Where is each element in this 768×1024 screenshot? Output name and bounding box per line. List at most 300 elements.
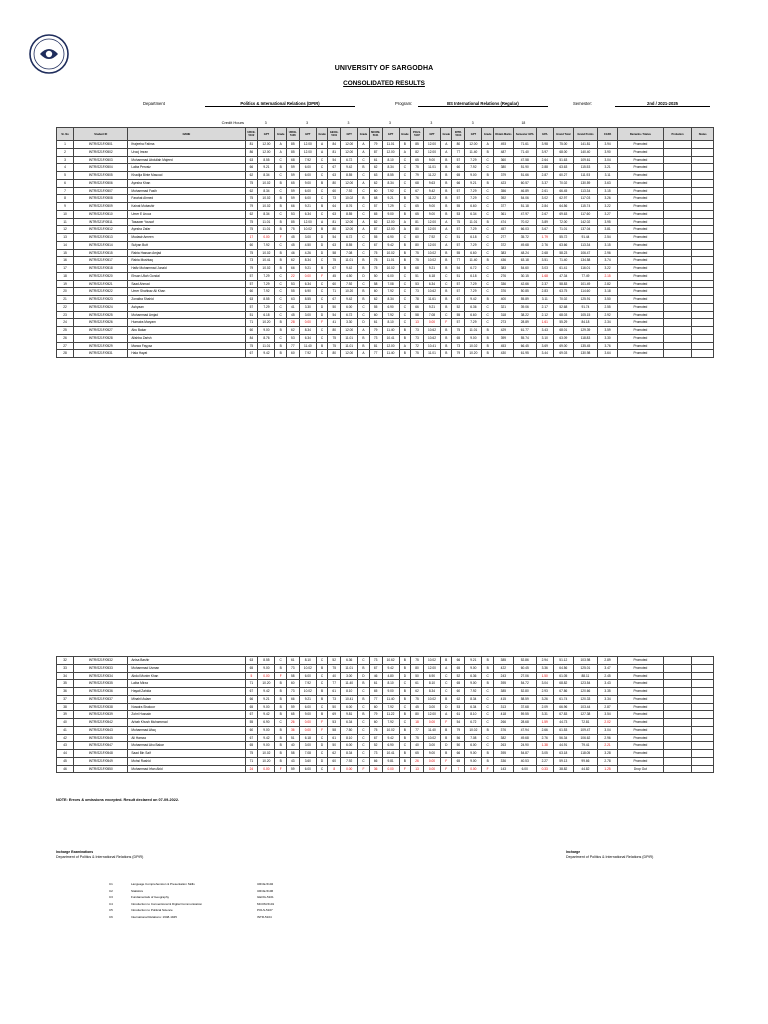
table-row bbox=[57, 672, 714, 680]
table-cell: Promoted bbox=[618, 726, 664, 734]
table-cell: Muhammad Usman bbox=[128, 664, 245, 672]
probation-cell bbox=[663, 265, 692, 273]
table-cell: 67 bbox=[328, 265, 341, 273]
table-cell: A bbox=[358, 179, 369, 187]
table-cell: 62 bbox=[369, 296, 382, 304]
table-cell: 51 bbox=[286, 734, 299, 742]
table-cell: 2.55 bbox=[598, 303, 618, 311]
table-cell: C bbox=[275, 288, 286, 296]
table-cell: A bbox=[441, 664, 452, 672]
table-cell: 66 bbox=[411, 303, 424, 311]
table-cell: B bbox=[482, 334, 493, 342]
table-cell: 91.44 bbox=[573, 234, 597, 242]
table-cell: 12.00 bbox=[258, 141, 275, 149]
table-cell: 49.68 bbox=[513, 734, 536, 742]
table-cell: 79 bbox=[245, 203, 258, 211]
table-cell: 52.80 bbox=[513, 688, 536, 696]
table-cell: 6.00 bbox=[299, 672, 316, 680]
table-cell: 75 bbox=[452, 218, 465, 226]
table-cell: 41 bbox=[328, 319, 341, 327]
signature-right-role: Incharge bbox=[566, 850, 581, 854]
table-cell: D bbox=[358, 272, 369, 280]
table-cell: 6.00 bbox=[299, 164, 316, 172]
table-cell: C bbox=[482, 688, 493, 696]
table-cell: A bbox=[358, 327, 369, 335]
table-cell: Ayesha Zafar bbox=[128, 226, 245, 234]
table-cell: 11.01 bbox=[341, 664, 358, 672]
table-cell: 11.01 bbox=[423, 350, 440, 358]
table-cell: C bbox=[358, 703, 369, 711]
table-cell: 12 bbox=[57, 226, 74, 234]
table-cell: 87 bbox=[369, 148, 382, 156]
table-cell: 69.03 bbox=[553, 350, 573, 358]
status-cell bbox=[692, 719, 714, 727]
course-id: C1 bbox=[109, 882, 113, 886]
table-cell: 0.00 bbox=[423, 765, 440, 773]
table-cell: C bbox=[399, 203, 410, 211]
table-cell: 3.37 bbox=[536, 179, 553, 187]
table-cell: 10.62 bbox=[423, 327, 440, 335]
table-cell: 80 bbox=[328, 226, 341, 234]
table-cell: C bbox=[482, 311, 493, 319]
table-cell: 68 bbox=[286, 156, 299, 164]
table-cell: 9.00 bbox=[258, 726, 275, 734]
table-cell: C bbox=[482, 195, 493, 203]
table-cell: C bbox=[482, 711, 493, 719]
table-cell: 8 bbox=[328, 765, 341, 773]
table-cell: 61 bbox=[328, 688, 341, 696]
table-cell: 38.22 bbox=[513, 311, 536, 319]
table-cell: 1.68 bbox=[536, 272, 553, 280]
table-cell: 8.34 bbox=[382, 164, 399, 172]
table-row bbox=[57, 141, 714, 149]
table-cell: 6.60 bbox=[465, 311, 482, 319]
table-cell: INTR/S21F/0548 bbox=[74, 750, 128, 758]
table-cell: 276 bbox=[493, 272, 513, 280]
table-cell: B bbox=[358, 695, 369, 703]
table-cell: 58 bbox=[286, 750, 299, 758]
table-cell: C bbox=[399, 680, 410, 688]
table-cell: 36 bbox=[369, 765, 382, 773]
table-cell: C bbox=[482, 734, 493, 742]
table-cell: 10.02 bbox=[258, 750, 275, 758]
table-cell: 68 bbox=[369, 195, 382, 203]
table-cell: 9.21 bbox=[299, 265, 316, 273]
table-row bbox=[57, 226, 714, 234]
table-row bbox=[57, 257, 714, 265]
table-cell: 9.42 bbox=[258, 688, 275, 696]
probation-cell bbox=[663, 156, 692, 164]
table-cell: 12.00 bbox=[341, 218, 358, 226]
table-cell: C bbox=[316, 156, 327, 164]
table-cell: 62 bbox=[245, 210, 258, 218]
table-row bbox=[57, 311, 714, 319]
table-cell: 9.00 bbox=[258, 664, 275, 672]
table-cell: 6.18 bbox=[258, 311, 275, 319]
table-cell: 3.43 bbox=[536, 327, 553, 335]
header-grade: Grade bbox=[399, 128, 410, 141]
table-cell: 51.66 bbox=[513, 172, 536, 180]
table-cell: 62 bbox=[245, 187, 258, 195]
table-cell: B bbox=[399, 141, 410, 149]
table-cell: 9.21 bbox=[423, 303, 440, 311]
table-cell: B bbox=[275, 164, 286, 172]
table-cell: 75 bbox=[369, 265, 382, 273]
table-cell: 12.00 bbox=[423, 226, 440, 234]
table-cell: D bbox=[316, 303, 327, 311]
table-cell: 2.76 bbox=[536, 734, 553, 742]
table-cell: 7.92 bbox=[382, 703, 399, 711]
table-cell: 71 bbox=[245, 757, 258, 765]
table-cell: 10.02 bbox=[341, 195, 358, 203]
table-cell: 79 bbox=[452, 350, 465, 358]
status-cell bbox=[692, 327, 714, 335]
status-cell bbox=[692, 210, 714, 218]
table-cell: 50 bbox=[411, 672, 424, 680]
table-cell: B bbox=[482, 657, 493, 665]
table-cell: INTR/S21F/0502 bbox=[74, 148, 128, 156]
header-gpt: GPT bbox=[341, 128, 358, 141]
table-cell: A bbox=[399, 342, 410, 350]
probation-cell bbox=[663, 272, 692, 280]
table-cell: Promoted bbox=[618, 664, 664, 672]
table-cell: 71.40 bbox=[553, 257, 573, 265]
table-cell: 12.00 bbox=[423, 664, 440, 672]
table-cell: 62 bbox=[452, 695, 465, 703]
table-cell: 266 bbox=[493, 719, 513, 727]
table-cell: A bbox=[399, 148, 410, 156]
probation-cell bbox=[663, 179, 692, 187]
table-cell: 4.80 bbox=[382, 672, 399, 680]
table-cell: 17 bbox=[57, 265, 74, 273]
table-cell: 0.00 bbox=[299, 319, 316, 327]
table-cell: Promoted bbox=[618, 688, 664, 696]
probation-cell bbox=[663, 742, 692, 750]
table-cell: 65 bbox=[411, 750, 424, 758]
table-cell: 54.87 bbox=[513, 750, 536, 758]
table-cell: 430 bbox=[493, 350, 513, 358]
probation-cell bbox=[663, 711, 692, 719]
table-cell: 9.42 bbox=[258, 350, 275, 358]
table-cell: B bbox=[358, 164, 369, 172]
table-cell: 18 bbox=[411, 719, 424, 727]
table-cell: C bbox=[316, 672, 327, 680]
course-id: C3 bbox=[109, 895, 113, 900]
table-cell: 57 bbox=[452, 280, 465, 288]
table-cell: 75 bbox=[411, 257, 424, 265]
table-cell: 3.28 bbox=[598, 750, 618, 758]
probation-cell bbox=[663, 296, 692, 304]
table-cell: C bbox=[399, 164, 410, 172]
table-cell: F bbox=[316, 719, 327, 727]
table-cell: 9.00 bbox=[382, 210, 399, 218]
table-cell: 10.02 bbox=[258, 249, 275, 257]
table-cell: 79 bbox=[369, 141, 382, 149]
table-cell: 383 bbox=[493, 265, 513, 273]
table-cell: C bbox=[275, 311, 286, 319]
table-cell: 6.36 bbox=[465, 303, 482, 311]
table-row bbox=[57, 319, 714, 327]
table-cell: INTR/S21F/0528 bbox=[74, 334, 128, 342]
table-cell: 2.09 bbox=[536, 703, 553, 711]
table-cell: 66 bbox=[369, 757, 382, 765]
table-cell: C bbox=[399, 156, 410, 164]
table-cell: 395 bbox=[493, 680, 513, 688]
table-cell: 79 bbox=[369, 711, 382, 719]
table-cell: Promoted bbox=[618, 257, 664, 265]
table-cell: 2.67 bbox=[536, 210, 553, 218]
table-cell: 79 bbox=[369, 327, 382, 335]
table-cell: C bbox=[358, 719, 369, 727]
table-cell: B bbox=[441, 750, 452, 758]
table-cell: 70.02 bbox=[553, 296, 573, 304]
department-label: Department bbox=[143, 101, 165, 106]
table-cell: 66.45 bbox=[513, 342, 536, 350]
table-cell: 2.12 bbox=[536, 311, 553, 319]
table-cell: 2.64 bbox=[536, 156, 553, 164]
table-cell: 10.20 bbox=[258, 319, 275, 327]
table-cell: B bbox=[316, 711, 327, 719]
table-cell: 9.42 bbox=[341, 296, 358, 304]
table-cell: 2.21 bbox=[598, 742, 618, 750]
table-cell: 372 bbox=[493, 241, 513, 249]
table-cell: Promoted bbox=[618, 203, 664, 211]
table-cell: INTR/S21F/0505 bbox=[74, 172, 128, 180]
table-cell: 87 bbox=[369, 226, 382, 234]
table-cell: 1.38 bbox=[536, 742, 553, 750]
table-cell: 63 bbox=[245, 657, 258, 665]
table-cell: 47.58 bbox=[513, 156, 536, 164]
table-cell: 2.96 bbox=[598, 734, 618, 742]
table-cell: 3.67 bbox=[536, 226, 553, 234]
table-cell: A bbox=[275, 141, 286, 149]
table-cell: 9.00 bbox=[299, 711, 316, 719]
table-cell: 18 bbox=[57, 272, 74, 280]
table-cell: Muhammad Afaq bbox=[128, 726, 245, 734]
course-id: C4 bbox=[109, 901, 113, 906]
table-cell: B bbox=[441, 179, 452, 187]
table-cell: 65 bbox=[452, 172, 465, 180]
table-row bbox=[57, 757, 714, 765]
table-cell: B bbox=[399, 327, 410, 335]
table-cell: 77 bbox=[369, 695, 382, 703]
table-cell: 62 bbox=[328, 750, 341, 758]
table-cell: Saad Bin Saif bbox=[128, 750, 245, 758]
table-cell: 12.00 bbox=[423, 218, 440, 226]
table-cell: 2.15 bbox=[598, 272, 618, 280]
table-cell: 57 bbox=[452, 241, 465, 249]
status-cell bbox=[692, 734, 714, 742]
header-grand-total: Grand Total bbox=[553, 128, 573, 141]
table-cell: 6.72 bbox=[465, 719, 482, 727]
status-cell bbox=[692, 226, 714, 234]
table-cell: B bbox=[358, 342, 369, 350]
table-cell: 53 bbox=[286, 210, 299, 218]
table-cell: Abdul Munim Khan bbox=[128, 672, 245, 680]
table-cell: INTR/S21F/0549 bbox=[74, 757, 128, 765]
table-cell: 3.36 bbox=[536, 664, 553, 672]
table-cell: 6.72 bbox=[465, 265, 482, 273]
probation-cell bbox=[663, 311, 692, 319]
table-cell: 376 bbox=[493, 726, 513, 734]
status-cell bbox=[692, 657, 714, 665]
course-id: C2 bbox=[109, 888, 113, 893]
probation-cell bbox=[663, 148, 692, 156]
table-cell: 130.98 bbox=[573, 350, 597, 358]
table-cell: 52.68 bbox=[553, 303, 573, 311]
table-cell: 8.55 bbox=[341, 172, 358, 180]
table-cell: 415 bbox=[493, 695, 513, 703]
table-cell: 67 bbox=[245, 734, 258, 742]
table-cell: 8.10 bbox=[299, 657, 316, 665]
table-cell: 60 bbox=[369, 288, 382, 296]
table-cell: 313 bbox=[493, 703, 513, 711]
table-cell: 263 bbox=[493, 742, 513, 750]
table-cell: 59 bbox=[286, 172, 299, 180]
table-cell: 125.91 bbox=[573, 296, 597, 304]
table-cell: 65 bbox=[369, 688, 382, 696]
table-cell: 57 bbox=[245, 303, 258, 311]
table-cell: 113.34 bbox=[573, 241, 597, 249]
table-cell: 64.56 bbox=[553, 203, 573, 211]
table-cell: Promoted bbox=[618, 342, 664, 350]
table-cell: F bbox=[482, 765, 493, 773]
table-cell: 10.02 bbox=[258, 203, 275, 211]
table-cell: 7.29 bbox=[465, 241, 482, 249]
table-cell: 66 bbox=[452, 179, 465, 187]
table-row bbox=[57, 703, 714, 711]
table-cell: 12.00 bbox=[258, 148, 275, 156]
table-cell: 6.00 bbox=[513, 765, 536, 773]
table-cell: 382 bbox=[493, 734, 513, 742]
table-cell: 41 bbox=[286, 303, 299, 311]
header-probation: Probation bbox=[663, 128, 692, 141]
table-cell: 61.74 bbox=[553, 695, 573, 703]
table-cell: 25 bbox=[57, 327, 74, 335]
table-cell: B bbox=[358, 664, 369, 672]
table-cell: C bbox=[316, 280, 327, 288]
table-cell: 75 bbox=[369, 726, 382, 734]
table-cell: B bbox=[482, 148, 493, 156]
table-cell: B bbox=[399, 664, 410, 672]
table-cell: Urooj Imran bbox=[128, 148, 245, 156]
table-cell: 71.61 bbox=[513, 141, 536, 149]
table-cell: INTR/S21F/0529 bbox=[74, 342, 128, 350]
table-row bbox=[57, 288, 714, 296]
course-title: Language Comprehension & Presentation Skills bbox=[131, 882, 195, 886]
table-cell: 60 bbox=[369, 311, 382, 319]
table-cell: D bbox=[316, 241, 327, 249]
table-cell: D bbox=[316, 757, 327, 765]
table-cell: 3.00 bbox=[299, 311, 316, 319]
table-cell: 3.04 bbox=[598, 156, 618, 164]
table-cell: 3.11 bbox=[598, 172, 618, 180]
table-cell: C bbox=[316, 187, 327, 195]
table-row bbox=[57, 664, 714, 672]
table-cell: F bbox=[441, 757, 452, 765]
credit-hours-value: 3 bbox=[430, 121, 433, 126]
table-cell: 67 bbox=[328, 164, 341, 172]
header-course: URCE-5106 bbox=[286, 128, 299, 141]
table-cell: B bbox=[275, 726, 286, 734]
header-grade: Grade bbox=[482, 128, 493, 141]
table-cell: 6.00 bbox=[341, 703, 358, 711]
table-cell: 6.90 bbox=[299, 288, 316, 296]
table-cell: 105.15 bbox=[573, 311, 597, 319]
table-cell: B bbox=[316, 695, 327, 703]
table-cell: B bbox=[275, 688, 286, 696]
table-cell: A bbox=[482, 141, 493, 149]
results-table-2 bbox=[56, 656, 714, 773]
table-cell: 30.15 bbox=[513, 272, 536, 280]
table-cell: B bbox=[316, 179, 327, 187]
table-cell: 60 bbox=[328, 757, 341, 765]
table-cell: 62 bbox=[286, 257, 299, 265]
course-legend-row bbox=[107, 915, 276, 920]
table-cell: 7 bbox=[452, 765, 465, 773]
table-cell: C bbox=[316, 327, 327, 335]
table-cell: 142.02 bbox=[573, 218, 597, 226]
table-cell: 81 bbox=[369, 342, 382, 350]
table-cell: B bbox=[441, 342, 452, 350]
table-cell: B bbox=[399, 265, 410, 273]
table-cell: D bbox=[316, 311, 327, 319]
table-cell: 10.62 bbox=[423, 334, 440, 342]
table-cell: INTR/S21F/0537 bbox=[74, 695, 128, 703]
table-cell: D bbox=[441, 742, 452, 750]
table-cell: 45 bbox=[328, 272, 341, 280]
table-cell: 3.31 bbox=[536, 711, 553, 719]
status-cell bbox=[692, 303, 714, 311]
table-cell: 3.04 bbox=[536, 680, 553, 688]
table-cell: 73 bbox=[369, 334, 382, 342]
table-cell: 8.10 bbox=[382, 156, 399, 164]
table-cell: INTR/S21F/0508 bbox=[74, 195, 128, 203]
table-cell: 73 bbox=[286, 664, 299, 672]
table-cell: B bbox=[358, 680, 369, 688]
table-cell: 65 bbox=[245, 703, 258, 711]
table-cell: 5 bbox=[245, 672, 258, 680]
table-cell: 7.92 bbox=[258, 241, 275, 249]
probation-cell bbox=[663, 303, 692, 311]
table-cell: 47.34 bbox=[553, 272, 573, 280]
table-cell: 11.01 bbox=[465, 327, 482, 335]
table-row bbox=[57, 265, 714, 273]
table-cell: 10.02 bbox=[423, 657, 440, 665]
table-cell: 45 bbox=[286, 234, 299, 242]
table-cell: 3.47 bbox=[598, 664, 618, 672]
table-cell: C bbox=[275, 334, 286, 342]
table-cell: 8.34 bbox=[258, 210, 275, 218]
table-cell: Mohsi Rashid bbox=[128, 757, 245, 765]
table-cell: 2.89 bbox=[598, 657, 618, 665]
table-cell: 1.59 bbox=[536, 719, 553, 727]
table-cell: 67 bbox=[245, 688, 258, 696]
table-cell: 65 bbox=[411, 210, 424, 218]
header-course: MCOM-5101 bbox=[369, 128, 382, 141]
probation-cell bbox=[663, 342, 692, 350]
table-cell: 58 bbox=[411, 311, 424, 319]
table-cell: Ifrajeeha Fatima bbox=[128, 141, 245, 149]
table-cell: 86 bbox=[245, 148, 258, 156]
table-cell: 60 bbox=[411, 234, 424, 242]
table-cell: 75 bbox=[328, 257, 341, 265]
table-cell: B bbox=[399, 241, 410, 249]
table-row bbox=[57, 657, 714, 665]
table-cell: 11.40 bbox=[465, 148, 482, 156]
table-cell: 73 bbox=[411, 334, 424, 342]
table-cell: 46 bbox=[57, 765, 74, 773]
